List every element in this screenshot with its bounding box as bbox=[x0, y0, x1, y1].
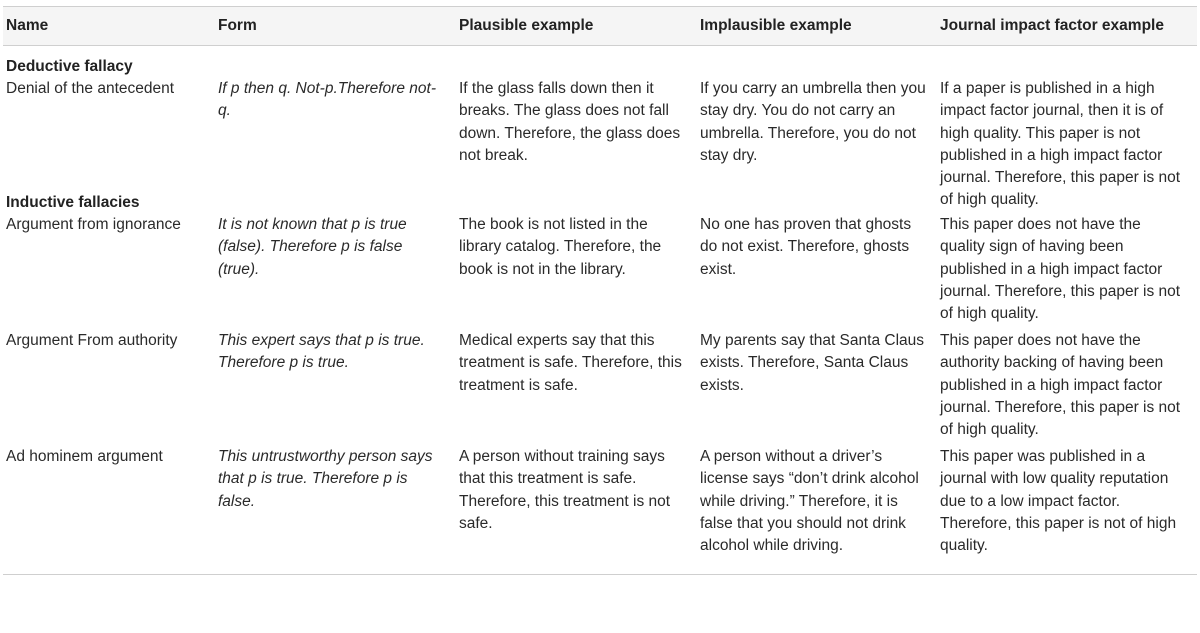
row-plausible: Medical experts say that this treatment is safe. Therefore, this treatment is safe. bbox=[459, 332, 682, 394]
table-row bbox=[3, 330, 1197, 446]
section-title-inductive: Inductive fallacies bbox=[6, 194, 140, 211]
row-form: This untrustworthy person says that p is true. Therefore p is false. bbox=[218, 448, 433, 510]
row-form: If p then q. Not-p.Therefore not-q. bbox=[218, 80, 436, 120]
row-implausible: My parents say that Santa Claus exists. Therefore, Santa Claus exists. bbox=[700, 332, 925, 394]
header-plausible: Plausible example bbox=[459, 17, 594, 34]
header-name: Name bbox=[6, 17, 49, 34]
fallacy-table bbox=[3, 6, 1197, 574]
row-name: Argument from ignorance bbox=[6, 216, 181, 233]
row-name: Argument From authority bbox=[6, 332, 178, 349]
section-title-deductive: Deductive fallacy bbox=[6, 58, 133, 75]
header-form: Form bbox=[218, 17, 257, 34]
row-journal: If a paper is published in a high impact factor journal, then it is of high quality. This paper is not published in a high impact factor journal. Therefore, this paper is not of high quality. bbox=[940, 80, 1181, 209]
row-journal: This paper was published in a journal with low quality reputation due to a low impact factor. Therefore, this paper is not of high quality. bbox=[940, 448, 1177, 555]
header-journal: Journal impact factor example bbox=[940, 17, 1164, 34]
row-implausible: No one has proven that ghosts do not exist. Therefore, ghosts exist. bbox=[700, 216, 912, 278]
row-form: This expert says that p is true. Therefore p is true. bbox=[218, 332, 425, 372]
header-implausible: Implausible example bbox=[700, 17, 852, 34]
row-name: Denial of the antecedent bbox=[6, 80, 175, 97]
row-form: It is not known that p is true (false). Therefore p is false (true). bbox=[218, 216, 407, 278]
row-plausible: The book is not listed in the library catalog. Therefore, the book is not in the library. bbox=[459, 216, 662, 278]
row-journal: This paper does not have the quality sign of having been published in a high impact factor journal. Therefore, this paper is not of high quality. bbox=[940, 216, 1181, 323]
table-row bbox=[3, 214, 1197, 330]
row-implausible: If you carry an umbrella then you stay dry. You do not carry an umbrella. Therefore, you do not stay dry. bbox=[700, 80, 926, 164]
row-name: Ad hominem argument bbox=[6, 448, 163, 465]
row-plausible: If the glass falls down then it breaks. The glass does not fall down. Therefore, the glass does not break. bbox=[459, 80, 681, 164]
row-journal: This paper does not have the authority backing of having been published in a high impact factor journal. Therefore, this paper is not of high quality. bbox=[940, 332, 1181, 439]
table-bottom-rule bbox=[3, 574, 1197, 575]
row-plausible: A person without training says that this treatment is safe. Therefore, this treatment is not safe. bbox=[459, 448, 671, 532]
row-implausible: A person without a driver’s license says “don’t drink alcohol while driving.” Therefore, it is false that you should not drink alcohol while driving. bbox=[700, 448, 919, 555]
table-header-row bbox=[3, 7, 1197, 46]
table-row bbox=[3, 446, 1197, 574]
